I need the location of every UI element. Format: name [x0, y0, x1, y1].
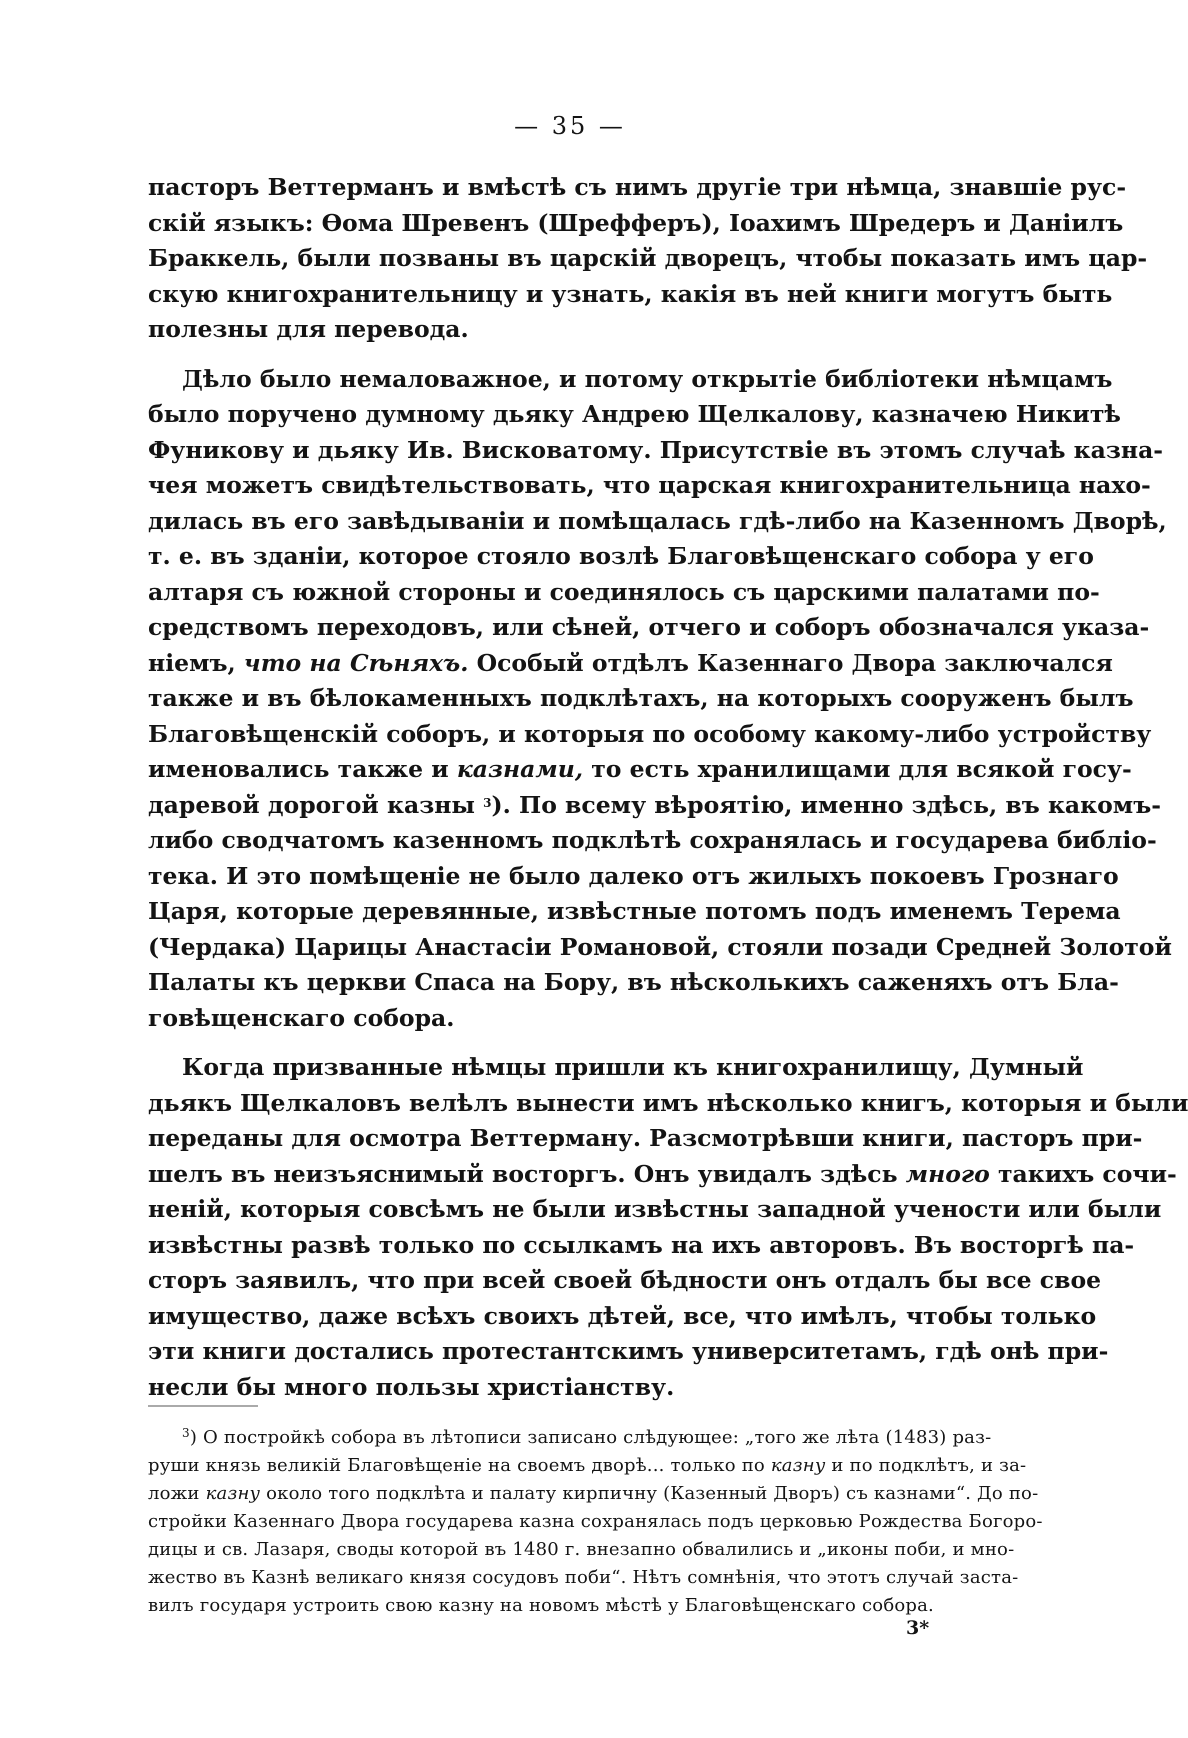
text-line: Благовѣщенскій соборъ, и которыя по особому какому-либо устройству [148, 719, 1152, 748]
text-line: Палаты къ церкви Спаса на Бору, въ нѣсколькихъ саженяхъ отъ Бла- [148, 968, 1119, 996]
text-fragment: около того подклѣта и палату кирпичну (Казенный Дворъ) съ казнами“. До по- [266, 1483, 1039, 1504]
footnote-separator [148, 1405, 258, 1407]
text-line: сторъ заявилъ, что при всей своей бѣдности онъ отдалъ бы все свое [148, 1266, 1102, 1294]
main-text [148, 170, 1188, 1405]
text-fragment: даревой дорогой казны [148, 790, 475, 819]
text-line: переданы для осмотра Веттерману. Разсмотрѣвши книги, пасторъ при- [148, 1124, 1143, 1152]
text-line: дьякъ Щелкаловъ велѣлъ вынести имъ нѣсколько книгъ, которыя и были [148, 1088, 1188, 1117]
text-line: либо сводчатомъ казенномъ подклѣтѣ сохранялась и государева библіо- [148, 826, 1157, 854]
footnote-line: жество въ Казнѣ великаго князя сосудовъ поби“. Нѣтъ сомнѣнія, что этотъ случай заста- [148, 1567, 1019, 1588]
text-line: также и въ бѣлокаменныхъ подклѣтахъ, на которыхъ сооруженъ былъ [148, 684, 1134, 712]
text-line: извѣстны развѣ только по ссылкамъ на ихъ авторовъ. Въ восторгѣ па- [148, 1230, 1135, 1259]
text-line: Царя, которые деревянные, извѣстные потомъ подъ именемъ Терема [148, 897, 1121, 925]
italic-text: казну [770, 1455, 826, 1476]
footnote-line [148, 1424, 992, 1452]
text-fragment: ложи [148, 1483, 200, 1504]
text-line [148, 1157, 1177, 1193]
footnote [148, 1424, 1043, 1620]
text-line: говѣщенскаго собора. [148, 1003, 455, 1032]
text-line: имущество, даже всѣхъ своихъ дѣтей, все, что имѣлъ, чтобы только [148, 1301, 1097, 1330]
text-line: чея можетъ свидѣтельствовать, что царская книгохранительница нахо- [148, 471, 1151, 499]
text-line: скій языкъ: Ѳома Шревенъ (Шрефферъ), Іоахимъ Шредеръ и Даніилъ [148, 208, 1124, 237]
signature-mark: 3* [906, 1617, 930, 1639]
text-line: (Чердака) Царицы Анастасіи Романовой, стояли позади Средней Золотой [148, 932, 1172, 961]
text-fragment: ). По всему вѣроятію, именно здѣсь, въ какомъ- [491, 790, 1161, 819]
text-line: скую книгохранительницу и узнать, какія въ ней книги могутъ быть [148, 279, 1113, 308]
text-line: было поручено думному дьяку Андрею Щелкалову, казначею Никитѣ [148, 400, 1121, 428]
text-line: Дѣло было немаловажное, и потому открытіе библіотеки нѣмцамъ [182, 364, 1113, 393]
footnote-line: вилъ государя устроить свою казну на новомъ мѣстѣ у Благовѣщенскаго собора. [148, 1595, 934, 1616]
text-line: дилась въ его завѣдываніи и помѣщалась гдѣ-либо на Казенномъ Дворѣ, [148, 506, 1167, 535]
text-fragment: Особый отдѣлъ Казеннаго Двора заключался [476, 648, 1113, 677]
text-line: полезны для перевода. [148, 315, 469, 343]
page-number: — 35 — [514, 112, 626, 140]
paragraph-1 [148, 170, 1148, 348]
text-line [148, 646, 1113, 682]
text-line: Фуникову и дьяку Ив. Висковатому. Присутствіе въ этомъ случаѣ казна- [148, 435, 1164, 464]
text-line: эти книги достались протестантскимъ университетамъ, гдѣ онѣ при- [148, 1337, 1109, 1365]
text-line: средствомъ переходовъ, или сѣней, отчего и соборъ обозначался указа- [148, 613, 1150, 641]
text-fragment: именовались также и [148, 755, 449, 783]
paragraph-2 [148, 362, 1172, 1037]
text-line: Когда призванные нѣмцы пришли къ книгохранилищу, Думный [182, 1053, 1084, 1081]
text-line: Браккель, были позваны въ царскій дворецъ, чтобы показать имъ цар- [148, 244, 1148, 272]
italic-text: казнами, [456, 755, 584, 783]
text-line: несли бы много пользы христіанству. [148, 1372, 675, 1401]
italic-text: много [905, 1159, 990, 1188]
footnote-ref: 3 [483, 795, 492, 810]
text-fragment: то есть хранилищами для всякой госу- [591, 755, 1132, 783]
italic-text: казну [205, 1483, 261, 1504]
text-line [148, 752, 1132, 788]
text-fragment: ) О постройкѣ собора въ лѣтописи записано слѣдующее: „того же лѣта (1483) раз- [189, 1427, 992, 1448]
footnote-marker: 3 [182, 1426, 190, 1440]
text-fragment: такихъ сочи- [998, 1159, 1177, 1188]
text-line [148, 788, 1161, 824]
text-fragment: шелъ въ неизъяснимый восторгъ. Онъ увидалъ здѣсь [148, 1159, 898, 1188]
footnote-line [148, 1452, 1027, 1480]
footnote-line: дицы и св. Лазаря, своды которой въ 1480 г. внезапно обвалились и „иконы поби, и мно- [148, 1539, 1015, 1560]
text-fragment: и по подклѣтъ, и за- [831, 1455, 1027, 1476]
text-line: алтаря съ южной стороны и соединялось съ царскими палатами по- [148, 577, 1100, 606]
text-line: т. е. въ зданіи, которое стояло возлѣ Благовѣщенскаго собора у его [148, 542, 1094, 570]
paragraph-3 [148, 1050, 1188, 1405]
text-line: неній, которыя совсѣмъ не были извѣстны западной учености или были [148, 1195, 1162, 1223]
italic-text: что на Сѣняхъ. [243, 648, 469, 677]
text-line: тека. И это помѣщеніе не было далеко отъ жилыхъ покоевъ Грознаго [148, 861, 1119, 890]
text-fragment: ніемъ, [148, 648, 236, 677]
footnote-line: стройки Казеннаго Двора государева казна сохранялась подъ церковью Рождества Богоро- [148, 1511, 1043, 1532]
text-line: пасторъ Веттерманъ и вмѣстѣ съ нимъ другіе три нѣмца, знавшіе рус- [148, 173, 1127, 201]
footnote-line [148, 1480, 1039, 1508]
text-fragment: руши князь великій Благовѣщеніе на своемъ дворѣ... только по [148, 1455, 765, 1476]
